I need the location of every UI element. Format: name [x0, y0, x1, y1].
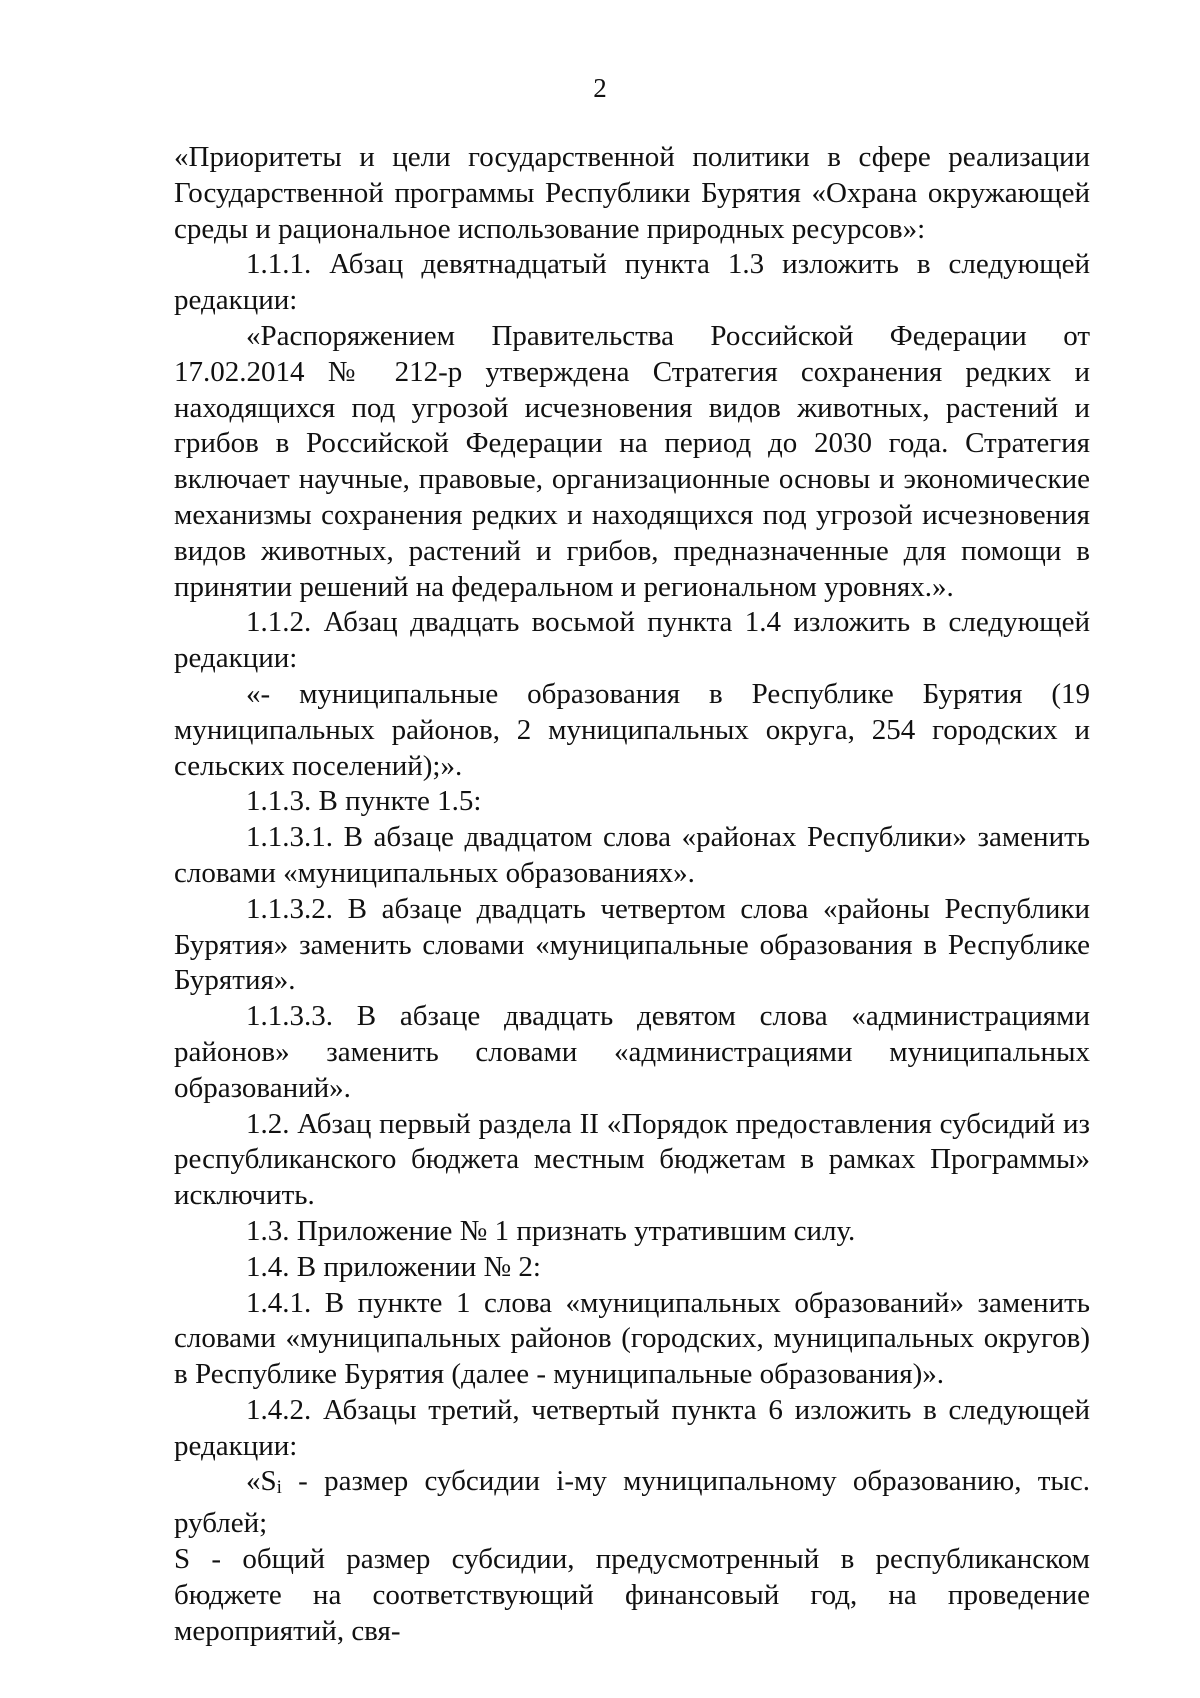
paragraph-quote-start: «Распоряжением Правительства Российской Федерации от: [246, 319, 1090, 352]
paragraph-intro: «Приоритеты и цели государственной политики в сфере реализации Государственной программы Республики Бурятия «Охрана окружающей среды и рациональное использование природных ресурсов»:: [174, 141, 1090, 245]
paragraph-1-2: 1.2. Абзац первый раздела II «Порядок предоставления субсидий из республиканского бюджета местным бюджетам в рамках Программы» исключить.: [174, 1107, 1090, 1212]
paragraph-1-4: 1.4. В приложении № 2:: [246, 1250, 541, 1283]
page-number: 2: [593, 73, 607, 103]
formula-symbol: «S: [246, 1465, 277, 1498]
formula-description: - размер субсидии i-му муниципальному образованию, тыс. рублей;: [174, 1465, 1090, 1540]
paragraph-formula-s: S - общий размер субсидии, предусмотренный в республиканском бюджете на соответствующий финансовый год, на проведение мероприятий, свя-: [174, 1543, 1090, 1647]
paragraph-1-4-2: 1.4.2. Абзацы третий, четвертый пункта 6 изложить в следующей редакции:: [174, 1393, 1090, 1462]
paragraph-1-3: 1.3. Приложение № 1 признать утратившим силу.: [246, 1214, 856, 1247]
paragraph-1-1-1: 1.1.1. Абзац девятнадцатый пункта 1.3 изложить в следующей редакции:: [174, 248, 1090, 317]
paragraph-1-1-3-3: 1.1.3.3. В абзаце двадцать девятом слова «администрациями районов» заменить словами «администрациями муниципальных образований».: [174, 1000, 1090, 1104]
paragraph-1-4-1: 1.4.1. В пункте 1 слова «муниципальных образований» заменить словами «муниципальных районов (городских, муниципальных округов) в Республике Бурятия (далее - муниципальные образования)».: [174, 1286, 1090, 1391]
paragraph-1-1-2: 1.1.2. Абзац двадцать восьмой пункта 1.4 изложить в следующей редакции:: [174, 606, 1090, 675]
paragraph-1-1-3-1: 1.1.3.1. В абзаце двадцатом слова «районах Республики» заменить словами «муниципальных образованиях».: [174, 821, 1090, 889]
paragraph-formula-si: [174, 1464, 1090, 1542]
paragraph-municipal-list: «- муниципальные образования в Республике Бурятия (19 муниципальных районов, 2 муниципальных округа, 254 городских и сельских поселений);».: [174, 677, 1090, 782]
document-body: [174, 140, 1090, 1649]
paragraph-1-1-3-2: 1.1.3.2. В абзаце двадцать четвертом слова «районы Республики Бурятия» заменить словами «муниципальные образования в Республике Бурятия».: [174, 892, 1090, 997]
paragraph-quote-body: 17.02.2014 № 212-р утверждена Стратегия сохранения редких и находящихся под угрозой исчезновения видов животных, растений и грибов в Российской Федерации на период до 2030 года. Стратегия включает научные, правовые, организационные основы и экономические механизмы сохранения редких и находящихся под угрозой исчезновения видов животных, растений и грибов, предназначенные для помощи в принятии решений на федеральном и региональном уровнях.».: [174, 355, 1090, 603]
paragraph-1-1-3: 1.1.3. В пункте 1.5:: [246, 785, 482, 818]
formula-subscript: i: [276, 1477, 282, 1499]
